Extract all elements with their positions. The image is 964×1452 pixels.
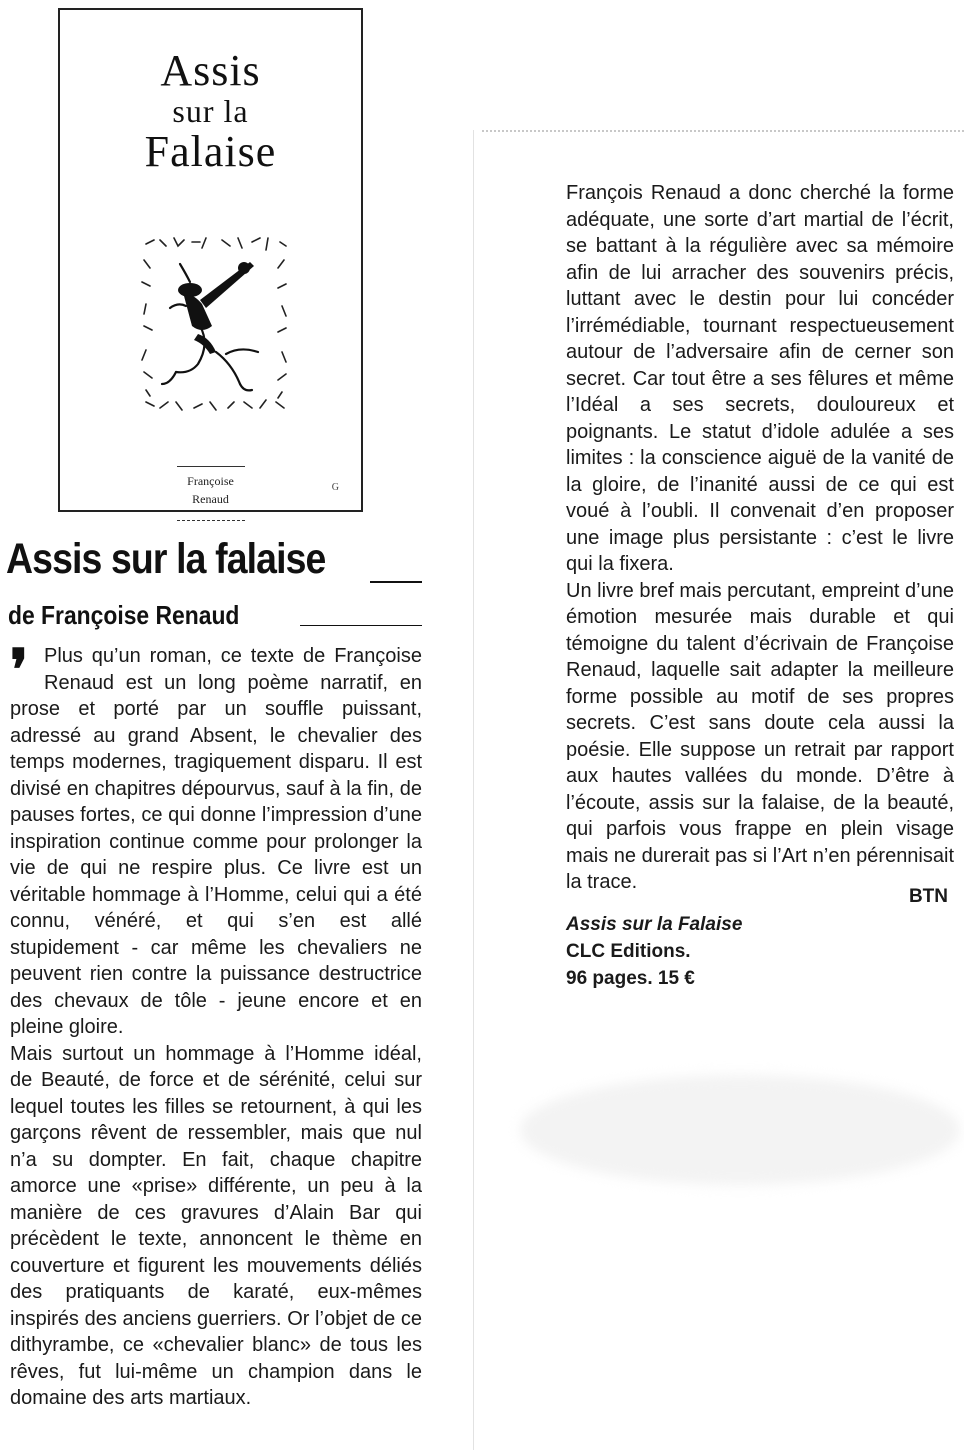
karate-fighter-illustration (140, 234, 290, 414)
cover-author-rule-bottom (177, 520, 245, 521)
cover-title-line-2: sur la (172, 93, 249, 129)
paragraph-2: Mais surtout un hommage à l’Homme idéal, de Beauté, de force et de sérénité, celui sur lequel toutes les filles se retournent, à qui les garçons rêvent de ressembler, mais que nul n’a su dompter. En fait, chaque chapitre amorce une «prise» différente, un peu à la manière de ces gravures d’Alain Bar qui précèdent le texte, annoncent le thème en couverture et figurent les mouvements déliés des pratiquants de karaté, eux-mêmes inspirés des anciens guerriers. Or l’objet de ce dithyrambe, ce «chevalier blanc» de tous les rêves, fut lui-même un champion dans le domaine des arts martiaux. (10, 1042, 422, 1409)
quote-mark-icon: ❜ (10, 640, 29, 702)
left-column (10, 640, 422, 1412)
article-byline: de Françoise Renaud (8, 600, 240, 630)
book-info-title: Assis sur la Falaise (566, 914, 743, 935)
publisher-logo: G (331, 482, 339, 493)
cover-author (60, 454, 361, 526)
article-title: Assis sur la falaise (6, 535, 326, 583)
scan-smudge (520, 1075, 960, 1185)
book-info (566, 911, 742, 992)
cover-title-line-1: Assis (160, 46, 261, 95)
paragraph-4: Un livre bref mais percutant, empreint d’une émotion mesurée mais durable et qui témoigne du talent d’écrivain de Françoise Renaud, laquelle sait adapter la meilleure forme possible au motif de ses propres secrets. C’est sans doute cela aussi la poésie. Elle suppose un retrait par rapport aux hautes vallées du monde. D’être à l’écoute, assis sur la falaise, de la beauté, qui parfois vous frappe en plein visage mais ne durerait pas si l’Art n’en pérennisait la trace. (566, 579, 954, 893)
right-column (566, 180, 954, 896)
title-rule (370, 581, 422, 583)
paragraph-3: François Renaud a donc cherché la forme adéquate, une sorte d’art martial de l’écrit, se battant à la régulière avec sa mémoire afin de lui arracher des souvenirs précis, luttant avec le destin pour lui concéder l’irrémédiable, tournant respectueusement autour de l’adversaire afin de cerner son secret. Car tout être a ses fêlures et même l’Idéal a ses secrets, douloureux et poignants. Le statut d’idole adulée a ses limites : la conscience aiguë de la vanité de la gloire, de l’inanité aussi de ce qui est voué à l’oubli. Il convenait d’en proposer une image plus persistante : c’est le livre qui la fixera. (566, 182, 954, 575)
column-divider (473, 130, 474, 1450)
cover-title-line-3: Falaise (144, 127, 277, 176)
paragraph-1: Plus qu’un roman, ce texte de Françoise Renaud est un long poème narratif, en prose et porté par un souffle puissant, adressé au grand Absent, le chevalier des temps modernes, tragiquement disparu. Il est divisé en chapitres dépourvus, sauf à la fin, de pauses fortes, ce qui donne l’impression d’une inspiration continue comme pour prolonger la vie de qui ne respire plus. Ce livre est un véritable hommage à l’Homme, celui qui a été connu, vénéré, et qui s’en est allé stupidement - car même les chevaliers ne peuvent rien contre la puissance destructrice des chevaux de tôle - jeune encore et en pleine gloire. (10, 645, 422, 1038)
cover-title (60, 48, 361, 176)
cover-author-rule-top (177, 466, 245, 467)
decorative-dotted-line (482, 130, 964, 132)
book-cover (58, 8, 363, 512)
byline-rule (300, 625, 422, 626)
book-info-details: 96 pages. 15 € (566, 968, 695, 989)
book-info-publisher: CLC Editions. (566, 941, 691, 962)
cover-author-last: Renaud (192, 492, 229, 506)
cover-author-first: Françoise (187, 474, 234, 488)
author-signature: BTN (908, 886, 948, 907)
